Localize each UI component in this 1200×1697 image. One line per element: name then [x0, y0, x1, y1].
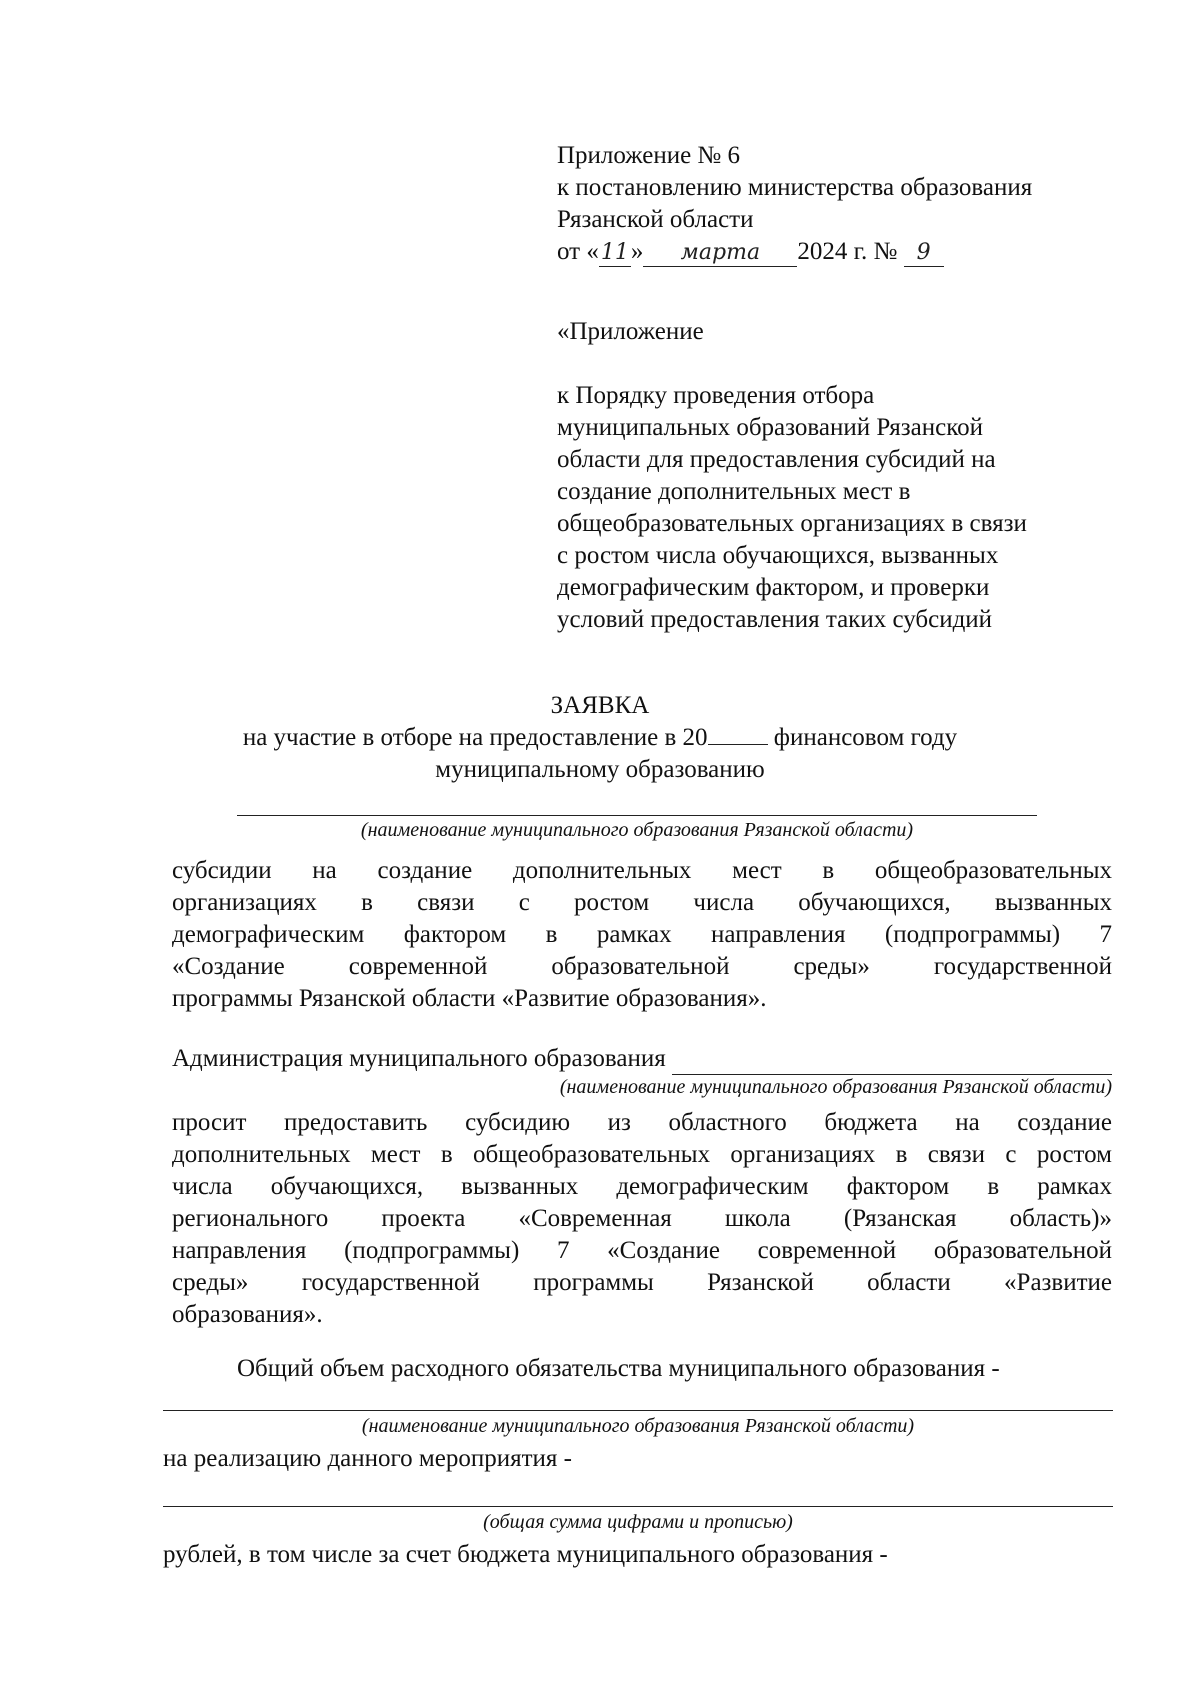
procedure-line: условий предоставления таких субсидий — [557, 606, 993, 633]
implementation-label: на реализацию данного мероприятия - — [163, 1445, 572, 1472]
sum-blank-line — [163, 1506, 1113, 1507]
municipality-caption-2: (наименование муниципального образования Рязанской области) — [559, 1076, 1112, 1098]
procedure-reference — [557, 380, 1117, 636]
para1-line: субсидии на создание дополнительных мест в общеобразовательных — [172, 857, 1112, 884]
header-date-line: от «11» марта 2024 г. № 9 — [557, 236, 1157, 268]
para1-line: «Создание современной образовательной среды» государственной — [172, 953, 1112, 980]
para2-line: направления (подпрограммы) 7 «Создание современной образовательной — [172, 1237, 1112, 1264]
rubles-label: рублей, в том числе за счет бюджета муниципального образования - — [163, 1541, 888, 1568]
sum-caption: (общая сумма цифрами и прописью) — [483, 1511, 793, 1533]
application-title: ЗАЯВКА — [550, 692, 650, 719]
procedure-line: с ростом числа обучающихся, вызванных — [557, 542, 999, 569]
municipality-caption-3: (наименование муниципального образования Рязанской области) — [361, 1415, 915, 1437]
para2-line: числа обучающихся, вызванных демографическим фактором в рамках — [172, 1173, 1112, 1200]
procedure-line: демографическим фактором, и проверки — [557, 574, 990, 601]
municipality-blank-line-3 — [163, 1410, 1113, 1411]
handwritten-day: 11 — [600, 240, 629, 265]
para2-line: среды» государственной программы Рязанской области «Развитие — [172, 1269, 1112, 1296]
order-header — [557, 140, 1157, 268]
header-region: Рязанской области — [557, 206, 754, 233]
procedure-line: области для предоставления субсидий на — [557, 446, 996, 473]
header-resolution: к постановлению министерства образования — [557, 174, 1033, 201]
para2-line: дополнительных мест в общеобразовательных организациях в связи с ростом — [172, 1141, 1112, 1168]
header-year: 2024 г. № — [797, 238, 898, 265]
year-blank — [708, 722, 768, 745]
handwritten-number: 9 — [904, 240, 944, 267]
header-appendix-number: Приложение № 6 — [557, 142, 741, 169]
application-subtitle: на участие в отборе на предоставление в 20 финансовом году — [242, 724, 958, 751]
para2-line: просит предоставить субсидию из областного бюджета на создание — [172, 1109, 1112, 1136]
para1-line: программы Рязанской области «Развитие образования». — [172, 985, 767, 1012]
administration-blank-line — [672, 1050, 1112, 1075]
para1-line: демографическим фактором в рамках направления (подпрограммы) 7 — [172, 921, 1112, 948]
procedure-line: муниципальных образований Рязанской — [557, 414, 983, 441]
para2-line: образования». — [172, 1301, 323, 1328]
para2-line: регионального проекта «Современная школа (Рязанская область)» — [172, 1205, 1112, 1232]
procedure-line: создание дополнительных мест в — [557, 478, 911, 505]
handwritten-month: марта — [643, 240, 797, 267]
municipality-blank-line — [237, 815, 1037, 816]
application-subtitle-2: муниципальному образованию — [435, 756, 765, 783]
administration-row — [172, 1043, 1112, 1075]
administration-label: Администрация муниципального образования — [172, 1045, 666, 1072]
municipality-caption: (наименование муниципального образования Рязанской области) — [360, 819, 914, 841]
para1-line: организациях в связи с ростом числа обучающихся, вызванных — [172, 889, 1112, 916]
total-obligation-label: Общий объем расходного обязательства муниципального образования - — [237, 1355, 1000, 1382]
procedure-line: общеобразовательных организациях в связи — [557, 510, 1027, 537]
procedure-line: к Порядку проведения отбора — [557, 382, 875, 409]
appendix-label: «Приложение — [557, 318, 704, 345]
